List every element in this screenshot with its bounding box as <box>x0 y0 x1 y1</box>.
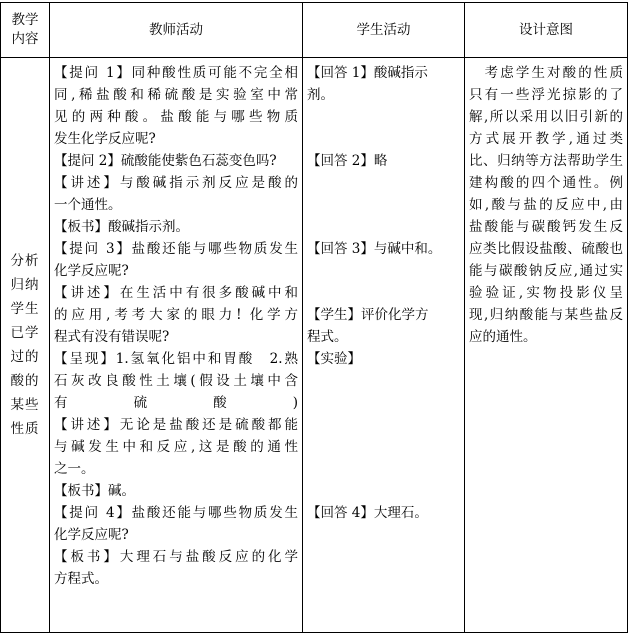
header-design: 设计意图 <box>465 3 628 58</box>
teacher-line: 石灰改良酸性土壤(假设土壤中含 <box>54 373 298 389</box>
design-line: 能与碳酸钠反应,通过实 <box>469 263 623 279</box>
design-line: 解,所以采用以旧引新的 <box>469 109 623 125</box>
student-line: 【实验】 <box>307 351 361 367</box>
student-line: 【回答 4】大理石。 <box>307 505 428 521</box>
teacher-line: 发生化学反应呢? <box>54 131 156 147</box>
topic-line: 性质 <box>10 421 40 437</box>
teacher-line: 【讲述】无论是盐酸还是硫酸都能 <box>54 417 298 433</box>
blank-line <box>307 260 460 282</box>
student-line: 【学生】评价化学方 <box>307 307 429 323</box>
topic-line: 酸的 <box>10 373 40 389</box>
teacher-line: 【提问 1】同种酸性质可能不完全相 <box>54 65 298 81</box>
teacher-line: 【讲述】在生活中有很多酸碱中和 <box>54 285 298 301</box>
design-line: 如,酸与盐的反应中,由 <box>469 197 623 213</box>
body-row <box>1 58 628 633</box>
student-line: 程式。 <box>307 329 348 345</box>
teacher-line: 同,稀盐酸和稀硫酸是实验室中常 <box>54 87 298 103</box>
student-line: 剂。 <box>307 87 334 103</box>
blank-line <box>307 216 460 238</box>
teacher-line: 与碱发生中和反应,这是酸的通性 <box>54 439 298 455</box>
design-line: 建构酸的四个通性。例 <box>469 175 623 191</box>
topic-line: 归纳 <box>10 277 40 293</box>
teacher-line: 【提问 2】硫酸能使紫色石蕊变色吗? <box>54 153 277 169</box>
blank-line <box>307 414 460 436</box>
teacher-line: 化学反应呢? <box>54 527 129 543</box>
teacher-line: 【板书】大理石与盐酸反应的化学 <box>54 549 298 565</box>
header-content-line-1: 教学 <box>11 12 39 28</box>
blank-line <box>307 480 460 502</box>
design-intent-cell <box>465 58 628 633</box>
design-line: 应的通性。 <box>469 329 537 345</box>
student-activity-cell <box>303 58 465 633</box>
topic-line: 分析 <box>10 253 40 269</box>
teacher-line: 化学反应呢? <box>54 263 129 279</box>
teacher-line: 【讲述】与酸碱指示剂反应是酸的 <box>54 175 298 191</box>
blank-line <box>307 458 460 480</box>
teacher-line: 见的两种酸。盐酸能与哪些物质 <box>54 109 298 125</box>
blank-line <box>307 128 460 150</box>
header-content-line-2: 内容 <box>11 31 39 47</box>
blank-line <box>307 370 460 392</box>
teacher-line: 有硫酸) <box>54 395 298 411</box>
design-line: 应类比假设盐酸、硫酸也 <box>469 241 623 257</box>
teacher-line: 【板书】碱。 <box>54 483 135 499</box>
header-student: 学生活动 <box>303 3 465 58</box>
design-line: 考虑学生对酸的性质 <box>469 65 623 81</box>
blank-line <box>307 194 460 216</box>
design-line: 比、归纳等方法帮助学生 <box>469 153 623 169</box>
student-line: 【回答 2】略 <box>307 153 388 169</box>
student-line: 【回答 3】与碱中和。 <box>307 241 442 257</box>
teacher-line: 【提问 4】盐酸还能与哪些物质发生 <box>54 505 298 521</box>
blank-line <box>307 282 460 304</box>
header-teacher: 教师活动 <box>50 3 303 58</box>
teacher-activity-cell <box>50 58 303 633</box>
teacher-line: 之一。 <box>54 461 95 477</box>
design-line: 现,归纳酸能与某些盐反 <box>469 307 623 323</box>
design-line: 盐酸能与碳酸钙发生反 <box>469 219 623 235</box>
topic-cell <box>1 58 50 633</box>
blank-line <box>307 436 460 458</box>
blank-line <box>307 172 460 194</box>
teacher-line: 【板书】酸碱指示剂。 <box>54 219 189 235</box>
teacher-line: 一个通性。 <box>54 197 122 213</box>
teacher-line: 程式有没有错误呢? <box>54 329 170 345</box>
blank-line <box>307 392 460 414</box>
design-line: 只有一些浮光掠影的了 <box>469 87 623 103</box>
teacher-line: 【提问 3】盐酸还能与哪些物质发生 <box>54 241 298 257</box>
topic-line: 过的 <box>10 349 40 365</box>
topic-line: 某些 <box>10 397 40 413</box>
blank-line <box>307 106 460 128</box>
student-line: 【回答 1】酸碱指示 <box>307 65 428 81</box>
topic-line: 已学 <box>10 325 40 341</box>
topic-line: 学生 <box>10 301 40 317</box>
lesson-plan-table <box>0 2 628 633</box>
teacher-line: 方程式。 <box>54 571 108 587</box>
teacher-line: 【呈现】1.氢氧化铝中和胃酸 2.熟 <box>54 351 298 367</box>
teacher-line: 的应用,考考大家的眼力! 化学方 <box>54 307 298 323</box>
design-line: 验验证,实物投影仪呈 <box>469 285 623 301</box>
header-row <box>1 3 628 58</box>
header-content <box>1 3 50 58</box>
design-line: 方式展开教学,通过类 <box>469 131 623 147</box>
